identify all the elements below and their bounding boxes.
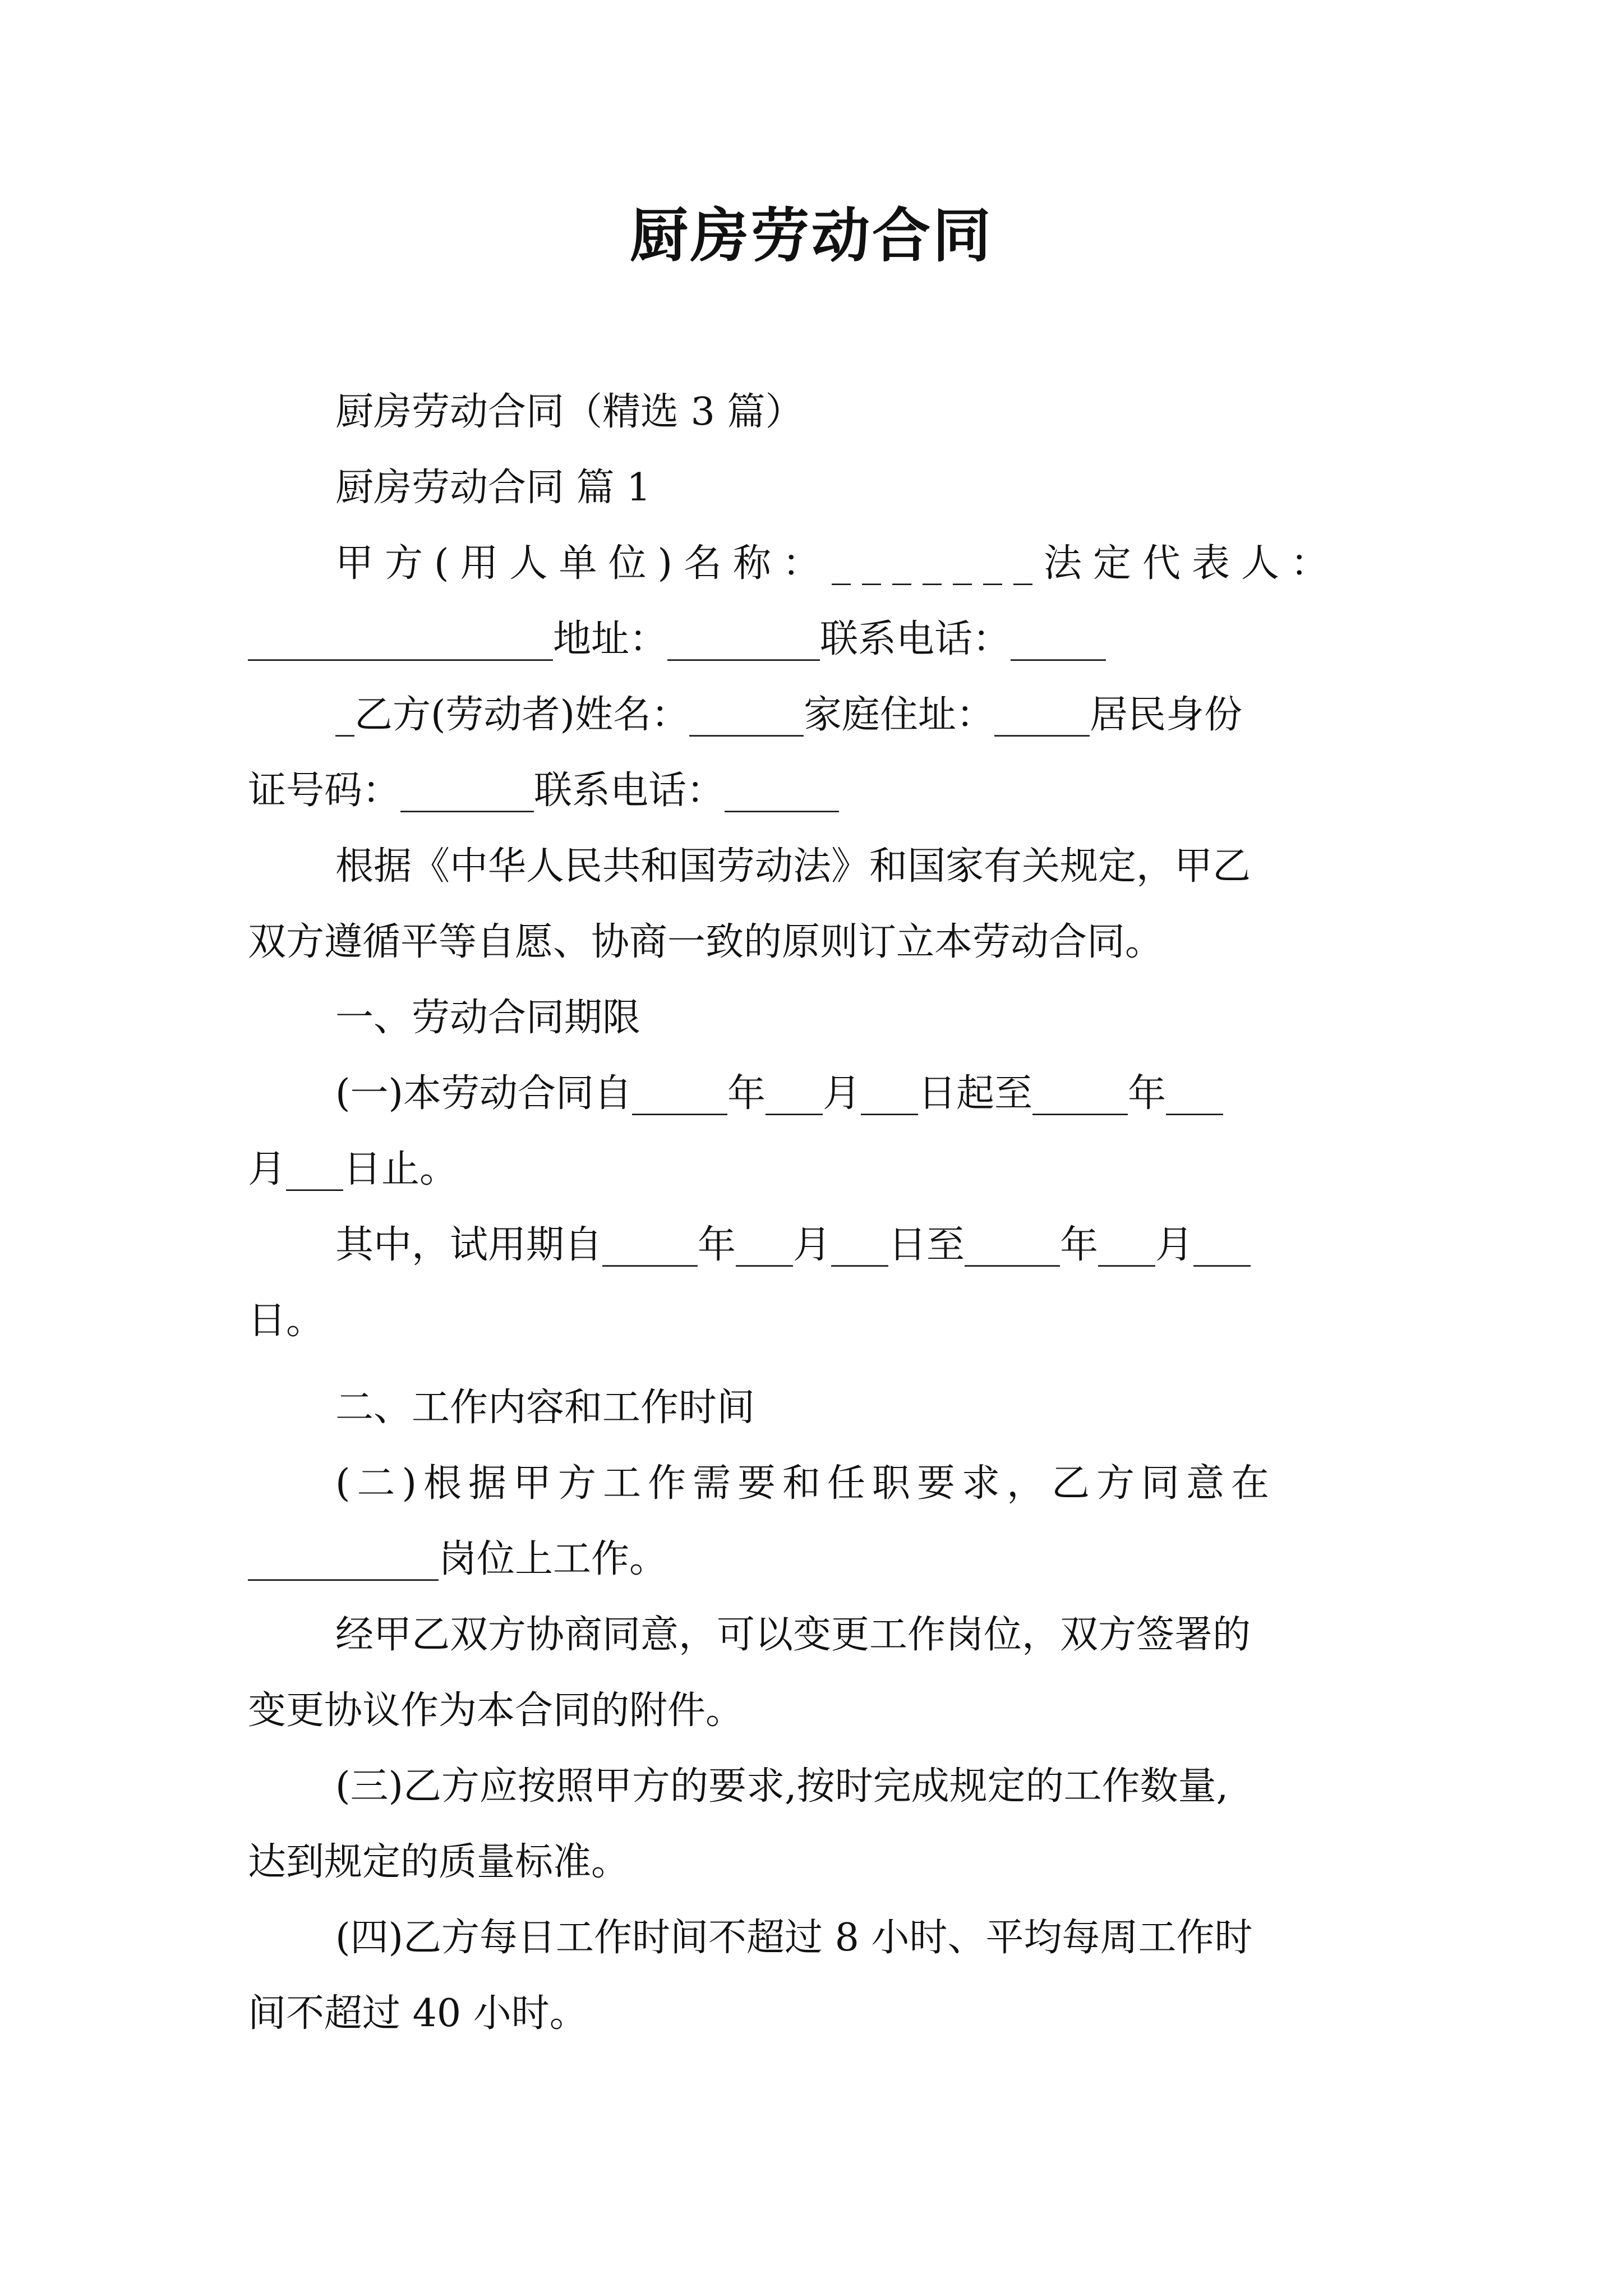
section-2-heading: 二、工作内容和工作时间 bbox=[335, 1386, 755, 1430]
probation-paragraph-line-2: 日。 bbox=[248, 1299, 325, 1343]
party-a-address-line: ________________地址：________联系电话：_____ bbox=[248, 617, 1106, 661]
quota-paragraph-line-2: 达到规定的质量标准。 bbox=[248, 1840, 630, 1884]
quota-paragraph-line-1: (三)乙方应按照甲方的要求,按时完成规定的工作数量, bbox=[335, 1764, 1229, 1809]
section-heading-part-1: 厨房劳动合同 篇 1 bbox=[335, 466, 651, 510]
change-paragraph-line-1: 经甲乙双方协商同意，可以变更工作岗位，双方签署的 bbox=[335, 1613, 1251, 1657]
hours-paragraph-line-2: 间不超过 40 小时。 bbox=[248, 1991, 588, 2036]
probation-paragraph-line-1: 其中，试用期自_____年___月___日至_____年___月___ bbox=[335, 1223, 1251, 1267]
document-title: 厨房劳动合同 bbox=[629, 201, 993, 270]
change-paragraph-line-2: 变更协议作为本合同的附件。 bbox=[248, 1688, 744, 1733]
party-a-line: 甲方(用人单位)名称：_______法定代表人： bbox=[335, 541, 1340, 586]
basis-paragraph-line-1: 根据《中华人民共和国劳动法》和国家有关规定，甲乙 bbox=[335, 844, 1251, 889]
subtitle-selected: 厨房劳动合同（精选 3 篇） bbox=[335, 390, 804, 434]
hours-paragraph-line-1: (四)乙方每日工作时间不超过 8 小时、平均每周工作时 bbox=[335, 1916, 1253, 1960]
term-paragraph-line-2: 月___日止。 bbox=[248, 1147, 458, 1191]
basis-paragraph-line-2: 双方遵循平等自愿、协商一致的原则订立本劳动合同。 bbox=[248, 920, 1164, 964]
term-paragraph-line-1: (一)本劳动合同自_____年___月___日起至_____年___ bbox=[335, 1071, 1224, 1116]
job-paragraph-line-2: __________岗位上工作。 bbox=[248, 1537, 668, 1581]
job-paragraph-line-1: (二)根据甲方工作需要和任职要求，乙方同意在 bbox=[335, 1461, 1276, 1506]
party-b-id-line: 证号码：_______联系电话：______ bbox=[248, 769, 840, 813]
section-1-heading: 一、劳动合同期限 bbox=[335, 996, 641, 1040]
party-b-line: _乙方(劳动者)姓名：______家庭住址：_____居民身份 bbox=[335, 693, 1243, 737]
